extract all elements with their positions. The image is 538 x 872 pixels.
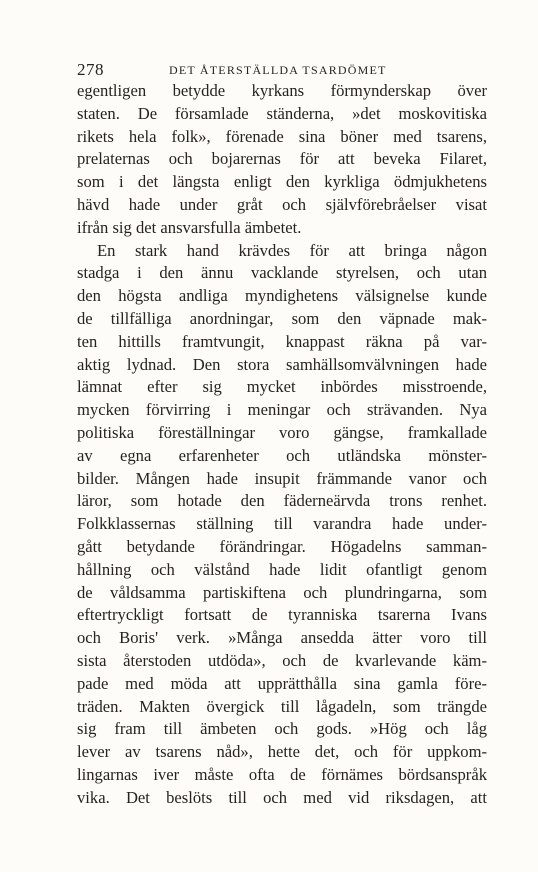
text-line: egentligen betydde kyrkans förmynderskap över xyxy=(77,81,487,100)
text-line: En stark hand krävdes för att bringa någon xyxy=(97,240,487,260)
page-number: 278 xyxy=(77,60,104,79)
text-line: ifrån sig det ansvarsfulla ämbetet. xyxy=(77,217,302,237)
page-header xyxy=(77,60,485,82)
text-line: sista återstoden utdöda», och de kvarlevande käm- xyxy=(77,650,487,670)
text-line: rikets hela folk», förenade sina böner med tsarens, xyxy=(77,126,487,146)
text-line: de tillfälliga anordningar, som den väpnade mak- xyxy=(77,308,487,328)
text-line: vika. Det beslöts till och med vid riksdagen, att xyxy=(77,787,487,807)
text-line: hållning och välstånd hade lidit ofantligt genom xyxy=(77,559,487,579)
text-line: politiska föreställningar voro gängse, framkallade xyxy=(77,422,487,442)
text-line: träden. Makten övergick till lågadeln, som trängde xyxy=(77,696,487,716)
text-line: lever av tsarens nåd», hette det, och för uppkom- xyxy=(77,742,487,762)
text-line: av egna erfarenheter och utländska mönster- xyxy=(77,445,487,465)
text-line: bilder. Mången hade insupit främmande vanor och xyxy=(77,468,487,488)
running-head: DET ÅTERSTÄLLDA TSARDÖMET xyxy=(169,63,387,77)
text-line: den högsta andliga myndighetens välsignelse kunde xyxy=(77,286,487,306)
text-line: ten hittills framtvungit, knappast räkna på var- xyxy=(77,331,487,351)
text-line: gått betydande förändringar. Högadelns samman- xyxy=(77,536,487,556)
text-line: aktig lydnad. Den stora samhällsomvälvningen hade xyxy=(77,354,487,374)
body-text xyxy=(77,80,487,810)
text-line: prelaternas och bojarernas för att beveka Filaret, xyxy=(77,149,487,169)
text-line: de våldsamma partiskiftena och plundringarna, som xyxy=(77,582,487,602)
text-line: hävd hade under gråt och självförebråelser visat xyxy=(77,194,487,214)
text-line: stadga i den ännu vacklande styrelsen, och utan xyxy=(77,263,487,283)
text-line: staten. De församlade ständerna, »det moskovitiska xyxy=(77,103,487,123)
text-line: mycken förvirring i meningar och strävanden. Nya xyxy=(77,400,487,420)
text-line: sig fram till ämbeten och gods. »Hög och låg xyxy=(77,719,487,739)
text-line: eftertryckligt fortsatt de tyranniska tsarerna Ivans xyxy=(77,605,487,625)
text-line: läror, som hotade den fäderneärvda trons renhet. xyxy=(77,491,487,511)
text-line: Folkklassernas ställning till varandra hade under- xyxy=(77,514,487,534)
text-line: och Boris' verk. »Många ansedda ätter voro till xyxy=(77,628,487,648)
text-line: som i det längsta enligt den kyrkliga ödmjukhetens xyxy=(77,172,487,192)
text-line: lingarnas iver måste ofta de förnämes bördsanspråk xyxy=(77,764,487,784)
text-line: lämnat efter sig mycket inbördes misstroende, xyxy=(77,377,487,397)
text-line: pade med möda att upprätthålla sina gamla före- xyxy=(77,673,487,693)
